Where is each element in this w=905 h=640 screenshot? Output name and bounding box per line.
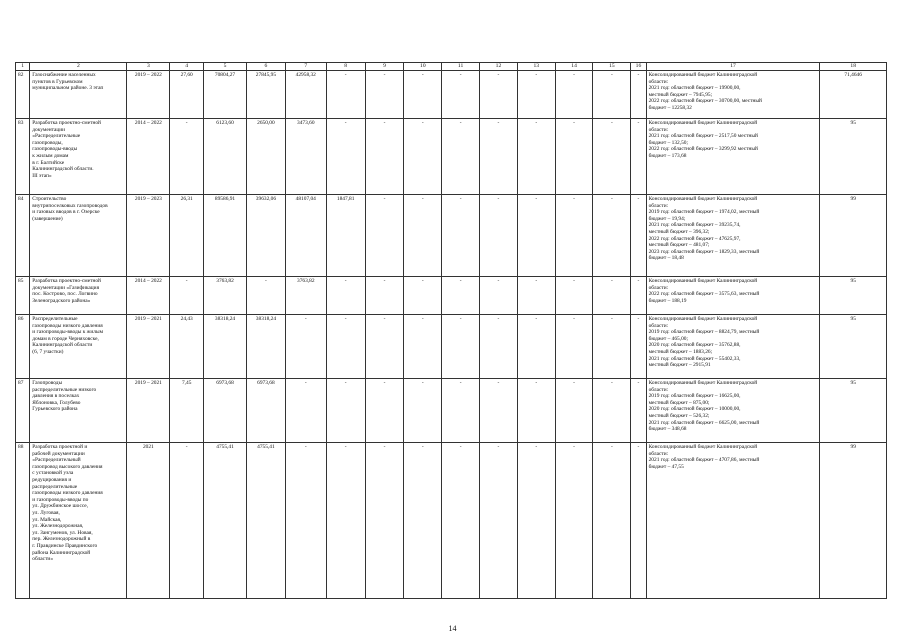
cell-6: 27845,95 bbox=[246, 71, 285, 119]
cell-12: - bbox=[480, 277, 518, 315]
table-body bbox=[16, 63, 887, 599]
cell-8: - bbox=[326, 277, 365, 315]
cell-12: - bbox=[480, 379, 518, 443]
funding-source: Консолидированный бюджет Калининградской области: 2019 год: областной бюджет – 8824,79, местный бюджет – 465,00; 2020 год: областной бюджет – 35762,88, местный бюджет – 1883,26; 2021 год: областной бюджет – 55402,33, местный бюджет – 2915,91 bbox=[646, 315, 820, 379]
cell-18: 95 bbox=[820, 277, 887, 315]
cell-6: 39632,06 bbox=[246, 195, 285, 277]
cell-14: - bbox=[555, 71, 593, 119]
cell-9: - bbox=[365, 119, 404, 195]
program-table bbox=[15, 62, 887, 599]
cell-15: - bbox=[593, 195, 631, 277]
table-row bbox=[16, 71, 887, 119]
cell-12: - bbox=[480, 443, 518, 599]
funding-source: Консолидированный бюджет Калининградской области: 2021 год: областной бюджет – 19900,00, местный бюджет – 7945,95; 2022 год: областной бюджет – 30700,00, местный бюджет – 12258,32 bbox=[646, 71, 820, 119]
cell-9: - bbox=[365, 379, 404, 443]
cell-6: - bbox=[246, 277, 285, 315]
cell-4: - bbox=[170, 443, 204, 599]
cell-10: - bbox=[404, 443, 442, 599]
column-header-10: 10 bbox=[404, 63, 442, 71]
cell-13: - bbox=[517, 195, 555, 277]
cell-5: 6973,68 bbox=[204, 379, 247, 443]
cell-10: - bbox=[404, 119, 442, 195]
cell-4: - bbox=[170, 277, 204, 315]
period: 2019 – 2022 bbox=[127, 71, 170, 119]
cell-6: 38318,24 bbox=[246, 315, 285, 379]
object-name: Газопроводы распределительные низкого давления в поселках Яблоновка, Голубево Гурьевского района bbox=[30, 379, 127, 443]
cell-15: - bbox=[593, 119, 631, 195]
cell-15: - bbox=[593, 443, 631, 599]
cell-16: - bbox=[631, 119, 646, 195]
period: 2019 – 2021 bbox=[127, 315, 170, 379]
cell-4: 27,60 bbox=[170, 71, 204, 119]
cell-15: - bbox=[593, 71, 631, 119]
cell-5: 38318,24 bbox=[204, 315, 247, 379]
cell-18: 71,4646 bbox=[820, 71, 887, 119]
column-header-12: 12 bbox=[480, 63, 518, 71]
cell-8: - bbox=[326, 443, 365, 599]
cell-16: - bbox=[631, 195, 646, 277]
row-number: 86 bbox=[16, 315, 30, 379]
cell-8: - bbox=[326, 315, 365, 379]
cell-6: 4755,41 bbox=[246, 443, 285, 599]
funding-source: Консолидированный бюджет Калининградской области: 2021 год: областной бюджет – 2517,50 местный бюджет – 132,50; 2022 год: областной бюджет – 3299,92 местный бюджет – 173,68 bbox=[646, 119, 820, 195]
cell-13: - bbox=[517, 277, 555, 315]
column-header-11: 11 bbox=[442, 63, 480, 71]
cell-11: - bbox=[442, 195, 480, 277]
period: 2021 bbox=[127, 443, 170, 599]
column-header-8: 8 bbox=[326, 63, 365, 71]
cell-11: - bbox=[442, 119, 480, 195]
column-header-4: 4 bbox=[170, 63, 204, 71]
cell-5: 70804,27 bbox=[204, 71, 247, 119]
table-row bbox=[16, 443, 887, 599]
page-number: 14 bbox=[448, 624, 457, 633]
funding-source: Консолидированный бюджет Калининградской области: 2022 год: областной бюджет – 3575,63, местный бюджет – 188,19 bbox=[646, 277, 820, 315]
cell-5: 6123,60 bbox=[204, 119, 247, 195]
cell-10: - bbox=[404, 277, 442, 315]
object-name: Разработка проектно-сметной документации «Распределительные газопроводы, газопроводы-вводы к жилым домам в г. Балтийске Калининградской области. III этап» bbox=[30, 119, 127, 195]
period: 2014 – 2022 bbox=[127, 119, 170, 195]
column-header-7: 7 bbox=[285, 63, 326, 71]
cell-14: - bbox=[555, 379, 593, 443]
cell-18: 95 bbox=[820, 119, 887, 195]
cell-12: - bbox=[480, 71, 518, 119]
cell-8: - bbox=[326, 379, 365, 443]
cell-9: - bbox=[365, 277, 404, 315]
cell-11: - bbox=[442, 71, 480, 119]
cell-16: - bbox=[631, 277, 646, 315]
cell-10: - bbox=[404, 71, 442, 119]
cell-12: - bbox=[480, 315, 518, 379]
cell-11: - bbox=[442, 443, 480, 599]
cell-4: 7,45 bbox=[170, 379, 204, 443]
object-name: Распределительные газопроводы низкого давления и газопроводы-вводы к жилым домам в городе Черняховске, Калининградской области (6, 7 участки) bbox=[30, 315, 127, 379]
table-row bbox=[16, 119, 887, 195]
cell-7: 3763,82 bbox=[285, 277, 326, 315]
cell-7: - bbox=[285, 379, 326, 443]
cell-10: - bbox=[404, 195, 442, 277]
column-header-5: 5 bbox=[204, 63, 247, 71]
row-number: 87 bbox=[16, 379, 30, 443]
column-header-9: 9 bbox=[365, 63, 404, 71]
cell-13: - bbox=[517, 379, 555, 443]
funding-source: Консолидированный бюджет Калининградской области: 2019 год: областной бюджет – 16625,00, местный бюджет – 875,00; 2020 год: областной бюджет – 10000,00, местный бюджет – 526,32; 2021 год: областной бюджет – 6625,00, местный бюджет – 348,68 bbox=[646, 379, 820, 443]
column-header-16: 16 bbox=[631, 63, 646, 71]
cell-9: - bbox=[365, 443, 404, 599]
cell-5: 4755,41 bbox=[204, 443, 247, 599]
row-number: 84 bbox=[16, 195, 30, 277]
cell-10: - bbox=[404, 379, 442, 443]
column-header-14: 14 bbox=[555, 63, 593, 71]
cell-6: 6973,68 bbox=[246, 379, 285, 443]
object-name: Газоснабжение населенных пунктов в Гурьевском муниципальном районе. 3 этап bbox=[30, 71, 127, 119]
cell-15: - bbox=[593, 315, 631, 379]
table-row bbox=[16, 195, 887, 277]
cell-14: - bbox=[555, 277, 593, 315]
cell-18: 99 bbox=[820, 195, 887, 277]
cell-14: - bbox=[555, 195, 593, 277]
cell-8: - bbox=[326, 71, 365, 119]
cell-8: - bbox=[326, 119, 365, 195]
cell-9: - bbox=[365, 315, 404, 379]
cell-7: 42958,32 bbox=[285, 71, 326, 119]
cell-18: 99 bbox=[820, 443, 887, 599]
cell-7: - bbox=[285, 315, 326, 379]
object-name: Строительство внутрипоселковых газопроводов и газовых вводов в г. Озерске (завершение) bbox=[30, 195, 127, 277]
cell-15: - bbox=[593, 277, 631, 315]
column-header-1: 1 bbox=[16, 63, 30, 71]
funding-source: Консолидированный бюджет Калининградской области: 2021 год: областной бюджет – 4707,86, местный бюджет – 47,55 bbox=[646, 443, 820, 599]
table-row bbox=[16, 277, 887, 315]
object-name: Разработка проектно-сметной документации «Газификация пос. Кострово, пос. Логвино Зеленоградского района» bbox=[30, 277, 127, 315]
cell-9: - bbox=[365, 195, 404, 277]
funding-source: Консолидированный бюджет Калининградской области: 2019 год: областной бюджет – 1974,02, местный бюджет – 19,94; 2021 год: областной бюджет – 39235,74, местный бюджет – 396,32; 2022 год: областной бюджет – 47625,97, местный бюджет – 481,07; 2023 год: областной бюджет – 1829,33, местный бюджет – 18,48 bbox=[646, 195, 820, 277]
cell-16: - bbox=[631, 71, 646, 119]
cell-4: 26,31 bbox=[170, 195, 204, 277]
column-header-row bbox=[16, 63, 887, 71]
cell-14: - bbox=[555, 315, 593, 379]
row-number: 82 bbox=[16, 71, 30, 119]
cell-14: - bbox=[555, 119, 593, 195]
cell-7: 3473,60 bbox=[285, 119, 326, 195]
cell-16: - bbox=[631, 379, 646, 443]
cell-7: - bbox=[285, 443, 326, 599]
cell-15: - bbox=[593, 379, 631, 443]
cell-6: 2650,00 bbox=[246, 119, 285, 195]
column-header-18: 18 bbox=[820, 63, 887, 71]
column-header-15: 15 bbox=[593, 63, 631, 71]
cell-12: - bbox=[480, 119, 518, 195]
cell-12: - bbox=[480, 195, 518, 277]
period: 2014 – 2022 bbox=[127, 277, 170, 315]
cell-4: - bbox=[170, 119, 204, 195]
table-row bbox=[16, 379, 887, 443]
cell-11: - bbox=[442, 315, 480, 379]
period: 2019 – 2021 bbox=[127, 379, 170, 443]
cell-5: 3763,82 bbox=[204, 277, 247, 315]
cell-9: - bbox=[365, 71, 404, 119]
cell-11: - bbox=[442, 379, 480, 443]
column-header-13: 13 bbox=[517, 63, 555, 71]
cell-18: 95 bbox=[820, 315, 887, 379]
row-number: 83 bbox=[16, 119, 30, 195]
cell-14: - bbox=[555, 443, 593, 599]
cell-16: - bbox=[631, 315, 646, 379]
column-header-6: 6 bbox=[246, 63, 285, 71]
cell-16: - bbox=[631, 443, 646, 599]
object-name: Разработка проектной и рабочей документации «Распределительный газопровод высокого давления с установкой узла редуцирования и распределительные газопроводы низкого давления и газопроводы-вводы по ул. Дружбинское шоссе, ул. Луговая, ул. Майская, ул. Железнодорожная, ул. Зангуменов, ул. Новая, пер. Железнодорожный в г. Правдинске Правдинского района Калининградской области» bbox=[30, 443, 127, 599]
cell-7: 48107,04 bbox=[285, 195, 326, 277]
column-header-3: 3 bbox=[127, 63, 170, 71]
cell-11: - bbox=[442, 277, 480, 315]
cell-8: 1847,81 bbox=[326, 195, 365, 277]
column-header-2: 2 bbox=[30, 63, 127, 71]
row-number: 88 bbox=[16, 443, 30, 599]
cell-13: - bbox=[517, 71, 555, 119]
cell-4: 24,43 bbox=[170, 315, 204, 379]
cell-5: 89586,91 bbox=[204, 195, 247, 277]
cell-10: - bbox=[404, 315, 442, 379]
cell-18: 95 bbox=[820, 379, 887, 443]
cell-13: - bbox=[517, 315, 555, 379]
cell-13: - bbox=[517, 443, 555, 599]
period: 2019 – 2023 bbox=[127, 195, 170, 277]
column-header-17: 17 bbox=[646, 63, 820, 71]
table-row bbox=[16, 315, 887, 379]
cell-13: - bbox=[517, 119, 555, 195]
row-number: 85 bbox=[16, 277, 30, 315]
